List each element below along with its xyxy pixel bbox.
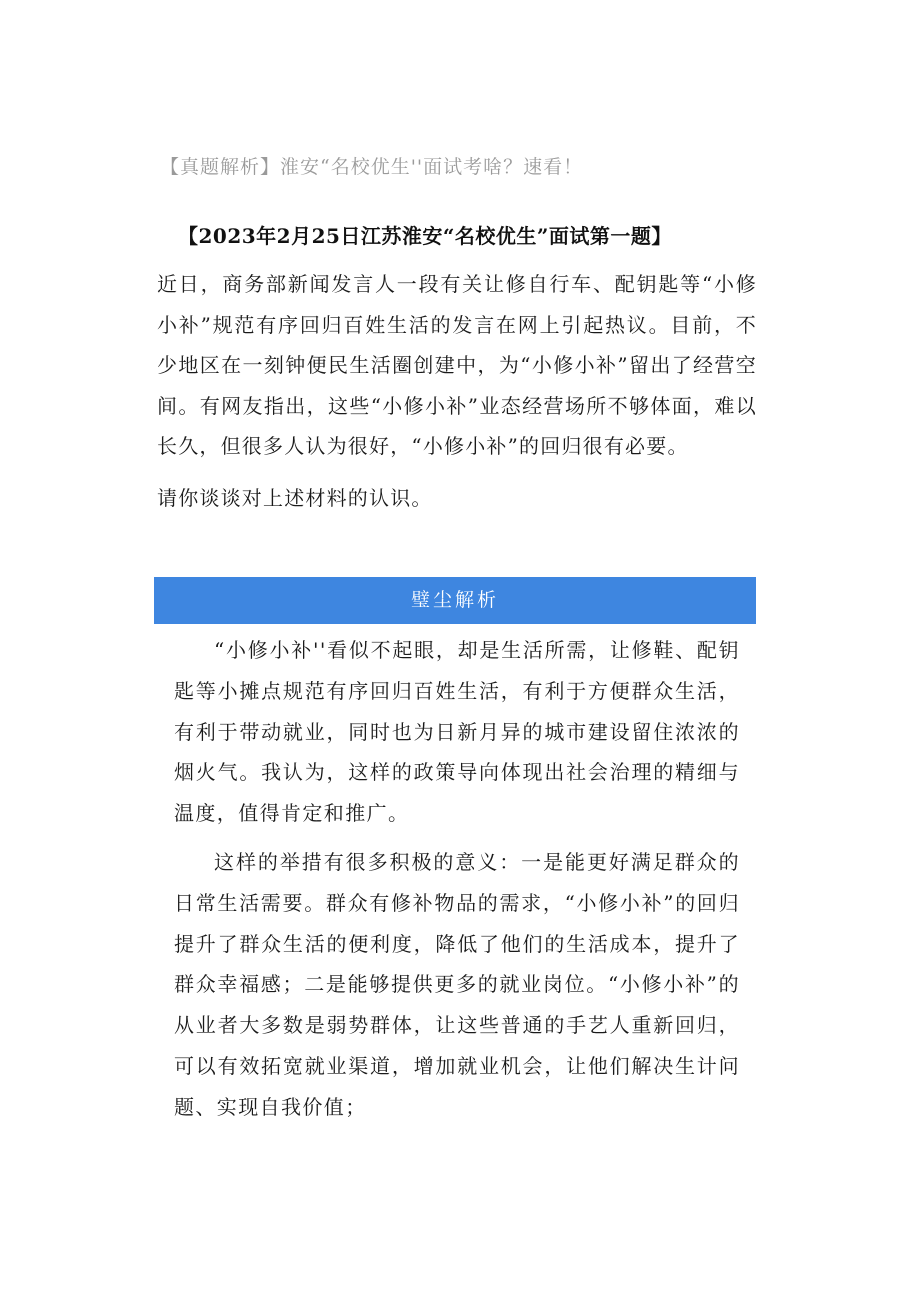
question-heading: 【2023年2月25日江苏淮安“名校优生”面试第一题】 <box>178 224 672 248</box>
analysis-section-banner: 璧尘解析 <box>154 577 756 624</box>
article-title: 【真题解析】淮安“名校优生''面试考啥？速看！ <box>160 156 584 178</box>
analysis-paragraph: “小修小补''看似不起眼，却是生活所需，让修鞋、配钥匙等小摊点规范有序回归百姓生活，有利于方便群众生活，有利于带动就业，同时也为日新月异的城市建设留住浓浓的烟火气。我认为，这样的政策导向体现出社会治理的精细与温度，值得肯定和推广。 <box>174 638 740 826</box>
analysis-paragraph: 这样的举措有很多积极的意义：一是能更好满足群众的日常生活需要。群众有修补物品的需求，“小修小补”的回归提升了群众生活的便利度，降低了他们的生活成本，提升了群众幸福感；二是能够提供更多的就业岗位。“小修小补”的从业者大多数是弱势群体，让这些普通的手艺人重新回归，可以有效拓宽就业渠道，增加就业机会，让他们解决生计问题、实现自我价值； <box>174 850 740 1119</box>
question-prompt: 请你谈谈对上述材料的认识。 <box>157 486 433 510</box>
question-material: 近日，商务部新闻发言人一段有关让修自行车、配钥匙等“小修小补”规范有序回归百姓生活的发言在网上引起热议。目前，不少地区在一刻钟便民生活圈创建中，为“小修小补”留出了经营空间。有网友指出，这些“小修小补”业态经营场所不够体面，难以长久，但很多人认为很好，“小修小补”的回归很有必要。 <box>157 272 757 458</box>
